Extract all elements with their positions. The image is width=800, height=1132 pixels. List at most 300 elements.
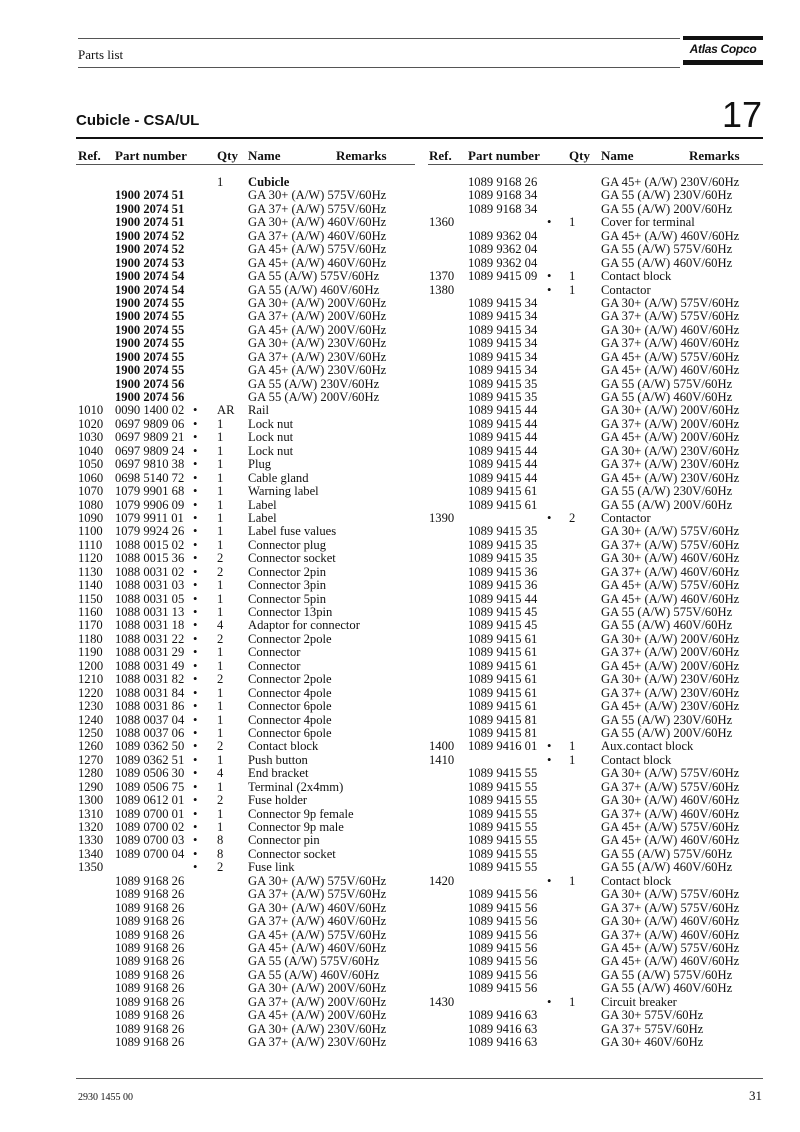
parts-row	[429, 700, 763, 713]
part-number-cell: 1089 9416 01	[468, 739, 538, 754]
parts-row	[429, 915, 763, 928]
ref-cell: 1070	[78, 484, 104, 499]
name-cell: GA 37+ (A/W) 200V/60Hz	[248, 994, 387, 1009]
name-cell: GA 45+ (A/W) 200V/60Hz	[248, 322, 387, 337]
parts-row	[78, 687, 418, 700]
name-cell: GA 37+ (A/W) 230V/60Hz	[601, 685, 740, 700]
parts-row	[429, 230, 763, 243]
qty-cell: 1	[569, 215, 576, 230]
parts-row	[429, 821, 763, 834]
name-cell: GA 55 (A/W) 460V/60Hz	[601, 255, 733, 270]
parts-row	[429, 297, 763, 310]
name-cell: Connector	[248, 645, 301, 660]
parts-row	[429, 337, 763, 350]
parts-row	[429, 445, 763, 458]
section-number: 17	[721, 94, 762, 135]
qty-cell: 4	[217, 766, 224, 781]
qty-cell: 1	[569, 752, 576, 767]
name-cell: GA 55 (A/W) 230V/60Hz	[601, 712, 733, 727]
part-number-cell: 1089 9415 34	[468, 363, 538, 378]
qty-cell: 2	[217, 793, 224, 808]
parts-row	[429, 485, 763, 498]
part-number-cell: 0698 5140 72	[115, 470, 185, 485]
ref-cell: 1400	[429, 739, 455, 754]
bullet-mark: •	[193, 645, 198, 660]
bullet-mark: •	[193, 524, 198, 539]
part-number-cell: 1089 9415 56	[468, 927, 538, 942]
part-number-cell: 1089 0362 51	[115, 752, 185, 767]
bullet-mark: •	[193, 631, 198, 646]
parts-row	[78, 673, 418, 686]
name-cell: Label fuse values	[248, 524, 337, 539]
col-header-name-right: Name	[601, 148, 634, 163]
parts-row	[429, 270, 763, 283]
name-cell: GA 55 (A/W) 575V/60Hz	[248, 954, 380, 969]
part-number-cell: 1089 9415 44	[468, 403, 538, 418]
parts-row	[78, 270, 418, 283]
qty-cell: 2	[217, 672, 224, 687]
ref-cell: 1010	[78, 403, 104, 418]
name-cell: GA 30+ (A/W) 575V/60Hz	[248, 188, 387, 203]
part-number-cell: 1089 9415 56	[468, 967, 538, 982]
part-number-cell: 1089 9168 26	[115, 1035, 185, 1049]
name-cell: GA 30+ (A/W) 460V/60Hz	[601, 914, 740, 929]
part-number-cell: 1089 9168 26	[115, 967, 185, 982]
part-number-cell: 1089 9415 44	[468, 430, 538, 445]
parts-row	[429, 176, 763, 189]
part-number-cell: 1089 0700 02	[115, 820, 185, 834]
part-number-cell: 1089 9415 55	[468, 860, 538, 875]
bullet-mark: •	[547, 282, 552, 297]
ref-cell: 1030	[78, 430, 104, 445]
name-cell: Connector 6pole	[248, 699, 332, 714]
ref-cell: 1080	[78, 497, 104, 512]
parts-row	[429, 606, 763, 619]
part-number-cell: 1088 0037 04	[115, 712, 185, 727]
parts-row	[429, 646, 763, 659]
name-cell: Label	[248, 497, 277, 512]
parts-row	[78, 378, 418, 391]
name-cell: GA 45+ (A/W) 575V/60Hz	[248, 927, 387, 942]
bullet-mark: •	[193, 672, 198, 687]
part-number-cell: 1088 0031 49	[115, 658, 185, 673]
qty-cell: 1	[217, 443, 224, 458]
name-cell: Lock nut	[248, 443, 294, 458]
ref-cell: 1160	[78, 605, 103, 619]
parts-row	[429, 418, 763, 431]
parts-row	[429, 324, 763, 337]
qty-cell: 1	[217, 175, 224, 189]
qty-cell: 1	[217, 537, 224, 552]
name-cell: GA 30+ (A/W) 230V/60Hz	[601, 672, 740, 687]
name-cell: Connector plug	[248, 537, 326, 552]
part-number-cell: 1089 9415 61	[468, 497, 538, 512]
part-number-cell: 1900 2074 53	[115, 255, 185, 270]
ref-cell: 1260	[78, 739, 104, 754]
parts-row	[78, 445, 418, 458]
ref-cell: 1330	[78, 833, 104, 848]
qty-cell: 1	[217, 457, 224, 472]
parts-row	[429, 929, 763, 942]
parts-row	[429, 754, 763, 767]
bullet-mark: •	[193, 806, 198, 821]
page-number: 31	[749, 1088, 762, 1103]
parts-row	[78, 996, 418, 1009]
qty-cell: 8	[217, 833, 224, 848]
name-cell: Contact block	[601, 752, 672, 767]
parts-row	[429, 566, 763, 579]
part-number-cell: 1089 9415 34	[468, 322, 538, 337]
bullet-mark: •	[193, 725, 198, 740]
qty-cell: 1	[217, 820, 224, 834]
part-number-cell: 1088 0031 86	[115, 699, 185, 714]
bullet-mark: •	[193, 846, 198, 861]
parts-row	[78, 593, 418, 606]
parts-row	[78, 351, 418, 364]
name-cell: Plug	[248, 457, 272, 472]
part-number-cell: 1900 2074 52	[115, 242, 185, 257]
parts-row	[429, 579, 763, 592]
name-cell: Connector 6pole	[248, 725, 332, 740]
parts-row	[78, 888, 418, 901]
part-number-cell: 1089 9168 26	[115, 873, 185, 888]
bullet-mark: •	[193, 766, 198, 781]
part-number-cell: 1088 0031 13	[115, 605, 185, 619]
parts-row	[429, 969, 763, 982]
ref-cell: 1270	[78, 752, 104, 767]
name-cell: GA 55 (A/W) 575V/60Hz	[248, 269, 380, 284]
bullet-mark: •	[193, 699, 198, 714]
qty-cell: 1	[569, 739, 576, 754]
qty-cell: 2	[217, 551, 224, 566]
ref-cell: 1200	[78, 658, 104, 673]
name-cell: Connector 2pole	[248, 631, 332, 646]
name-cell: GA 30+ (A/W) 460V/60Hz	[601, 551, 740, 566]
part-number-cell: 1089 0506 75	[115, 779, 185, 794]
parts-row	[78, 485, 418, 498]
part-number-cell: 1089 9415 55	[468, 766, 538, 781]
parts-row	[429, 848, 763, 861]
part-number-cell: 1089 9168 26	[115, 981, 185, 996]
qty-cell: AR	[217, 403, 235, 418]
name-cell: GA 37+ (A/W) 460V/60Hz	[248, 228, 387, 243]
name-cell: GA 37+ (A/W) 200V/60Hz	[601, 645, 740, 660]
qty-cell: 1	[217, 497, 224, 512]
name-cell: GA 55 (A/W) 200V/60Hz	[248, 390, 380, 404]
qty-cell: 1	[217, 605, 224, 619]
name-cell: GA 55 (A/W) 230V/60Hz	[601, 484, 733, 499]
part-number-cell: 1089 9415 35	[468, 376, 538, 391]
parts-row	[78, 431, 418, 444]
part-number-cell: 1089 9415 35	[468, 524, 538, 539]
name-cell: GA 55 (A/W) 230V/60Hz	[248, 376, 380, 391]
part-number-cell: 1089 9415 34	[468, 336, 538, 351]
parts-row	[429, 1023, 763, 1036]
ref-cell: 1110	[78, 537, 103, 552]
ref-cell: 1380	[429, 282, 455, 297]
name-cell: GA 55 (A/W) 200V/60Hz	[601, 497, 733, 512]
part-number-cell: 1089 9168 26	[468, 175, 538, 189]
parts-row	[429, 1036, 763, 1049]
parts-row	[78, 230, 418, 243]
qty-cell: 8	[217, 846, 224, 861]
parts-row	[78, 284, 418, 297]
bullet-mark: •	[547, 215, 552, 230]
name-cell: GA 55 (A/W) 460V/60Hz	[601, 390, 733, 404]
name-cell: Circuit breaker	[601, 994, 677, 1009]
parts-row	[429, 673, 763, 686]
parts-row	[78, 337, 418, 350]
part-number-cell: 1089 0700 04	[115, 846, 185, 861]
parts-row	[429, 660, 763, 673]
name-cell: GA 30+ (A/W) 460V/60Hz	[601, 322, 740, 337]
bullet-mark: •	[193, 779, 198, 794]
col-header-qty-right: Qty	[569, 148, 590, 163]
qty-cell: 1	[217, 430, 224, 445]
name-cell: Contact block	[601, 269, 672, 284]
part-number-cell: 1089 9415 61	[468, 672, 538, 687]
name-cell: GA 45+ (A/W) 575V/60Hz	[601, 940, 740, 955]
part-number-cell: 1089 9415 36	[468, 564, 538, 579]
part-number-cell: 1089 9415 55	[468, 806, 538, 821]
part-number-cell: 1089 9415 55	[468, 846, 538, 861]
ref-cell: 1170	[78, 618, 103, 633]
part-number-cell: 1900 2074 51	[115, 215, 185, 230]
name-cell: GA 30+ (A/W) 200V/60Hz	[601, 403, 740, 418]
part-number-cell: 1089 0700 03	[115, 833, 185, 848]
name-cell: Contactor	[601, 282, 651, 297]
parts-row	[429, 767, 763, 780]
part-number-cell: 1089 0612 01	[115, 793, 185, 808]
brand-logo	[683, 36, 763, 66]
col-header-rule-left	[76, 164, 415, 165]
name-cell: GA 45+ (A/W) 460V/60Hz	[601, 833, 740, 848]
parts-list-left	[78, 176, 418, 1049]
qty-cell: 4	[217, 618, 224, 633]
parts-row	[78, 512, 418, 525]
name-cell: GA 37+ (A/W) 575V/60Hz	[601, 900, 740, 915]
name-cell: Connector 13pin	[248, 605, 333, 619]
name-cell: GA 30+ (A/W) 460V/60Hz	[601, 793, 740, 808]
name-cell: GA 30+ (A/W) 200V/60Hz	[248, 295, 387, 310]
name-cell: Lock nut	[248, 430, 294, 445]
ref-cell: 1350	[78, 860, 104, 875]
parts-row	[429, 458, 763, 471]
name-cell: GA 55 (A/W) 200V/60Hz	[601, 201, 733, 216]
ref-cell: 1220	[78, 685, 104, 700]
ref-cell: 1130	[78, 564, 103, 579]
name-cell: GA 55 (A/W) 460V/60Hz	[601, 981, 733, 996]
name-cell: GA 37+ (A/W) 200V/60Hz	[248, 309, 387, 324]
name-cell: GA 37+ (A/W) 460V/60Hz	[601, 336, 740, 351]
part-number-cell: 1089 9416 63	[468, 1021, 538, 1036]
parts-row	[78, 875, 418, 888]
name-cell: GA 55 (A/W) 575V/60Hz	[601, 605, 733, 619]
col-header-part: Part number	[115, 148, 187, 163]
parts-row	[429, 593, 763, 606]
part-number-cell: 1079 9924 26	[115, 524, 185, 539]
parts-row	[429, 902, 763, 915]
qty-cell: 1	[217, 752, 224, 767]
ref-cell: 1020	[78, 416, 104, 431]
part-number-cell: 1089 9415 55	[468, 833, 538, 848]
name-cell: GA 45+ (A/W) 460V/60Hz	[601, 228, 740, 243]
parts-row	[78, 1009, 418, 1022]
part-number-cell: 0697 9809 24	[115, 443, 185, 458]
name-cell: Fuse link	[248, 860, 295, 875]
part-number-cell: 1089 9362 04	[468, 255, 538, 270]
part-number-cell: 1089 9415 44	[468, 416, 538, 431]
part-number-cell: 1089 9415 34	[468, 295, 538, 310]
part-number-cell: 0697 9810 38	[115, 457, 185, 472]
name-cell: GA 37+ (A/W) 575V/60Hz	[248, 201, 387, 216]
ref-cell: 1360	[429, 215, 455, 230]
parts-row	[78, 646, 418, 659]
col-header-remarks-right: Remarks	[689, 148, 740, 163]
col-header-qty: Qty	[217, 148, 238, 163]
part-number-cell: 1089 9415 44	[468, 470, 538, 485]
name-cell: Connector 2pin	[248, 564, 326, 579]
parts-row	[78, 700, 418, 713]
name-cell: GA 30+ (A/W) 575V/60Hz	[601, 887, 740, 902]
parts-row	[78, 566, 418, 579]
name-cell: GA 37+ (A/W) 230V/60Hz	[248, 1035, 387, 1049]
ref-cell: 1210	[78, 672, 104, 687]
part-number-cell: 1900 2074 55	[115, 295, 185, 310]
part-number-cell: 1089 9416 63	[468, 1008, 538, 1023]
ref-cell: 1390	[429, 510, 455, 525]
bullet-mark: •	[193, 591, 198, 606]
ref-cell: 1150	[78, 591, 103, 606]
part-number-cell: 1079 9906 09	[115, 497, 185, 512]
bullet-mark: •	[193, 712, 198, 727]
name-cell: GA 55 (A/W) 460V/60Hz	[248, 282, 380, 297]
bullet-mark: •	[547, 510, 552, 525]
name-cell: GA 30+ (A/W) 575V/60Hz	[601, 295, 740, 310]
name-cell: GA 37+ (A/W) 230V/60Hz	[248, 349, 387, 364]
bullet-mark: •	[193, 833, 198, 848]
part-number-cell: 1089 9415 44	[468, 443, 538, 458]
name-cell: GA 55 (A/W) 575V/60Hz	[601, 967, 733, 982]
page-header-label: Parts list	[78, 47, 124, 62]
bullet-mark: •	[547, 269, 552, 284]
part-number-cell: 1089 9415 44	[468, 457, 538, 472]
bullet-mark: •	[193, 416, 198, 431]
parts-row	[429, 216, 763, 229]
ref-cell: 1190	[78, 645, 103, 660]
name-cell: GA 55 (A/W) 230V/60Hz	[601, 188, 733, 203]
part-number-cell: 1088 0031 05	[115, 591, 185, 606]
parts-row	[429, 203, 763, 216]
parts-row	[429, 727, 763, 740]
bullet-mark: •	[193, 658, 198, 673]
name-cell: Cable gland	[248, 470, 309, 485]
parts-row	[78, 176, 418, 189]
parts-row	[78, 767, 418, 780]
name-cell: Connector 4pole	[248, 685, 332, 700]
col-header-ref-right: Ref.	[429, 148, 452, 163]
part-number-cell: 1089 9415 44	[468, 591, 538, 606]
part-number-cell: 1089 9415 56	[468, 887, 538, 902]
parts-row	[78, 929, 418, 942]
col-header-name: Name	[248, 148, 281, 163]
name-cell: GA 55 (A/W) 460V/60Hz	[601, 618, 733, 633]
part-number-cell: 1900 2074 51	[115, 188, 185, 203]
qty-cell: 1	[217, 699, 224, 714]
bullet-mark: •	[193, 860, 198, 875]
name-cell: GA 45+ (A/W) 575V/60Hz	[248, 242, 387, 257]
part-number-cell: 1089 9415 61	[468, 658, 538, 673]
part-number-cell: 1089 9415 35	[468, 390, 538, 404]
parts-row	[429, 539, 763, 552]
parts-row	[78, 404, 418, 417]
title-rule	[76, 137, 763, 139]
name-cell: Connector socket	[248, 551, 336, 566]
qty-cell: 1	[217, 484, 224, 499]
ref-cell: 1090	[78, 510, 104, 525]
part-number-cell: 1089 9415 56	[468, 940, 538, 955]
ref-cell: 1050	[78, 457, 104, 472]
parts-list-right	[429, 176, 763, 1049]
col-header-remarks: Remarks	[336, 148, 387, 163]
name-cell: GA 45+ (A/W) 460V/60Hz	[248, 940, 387, 955]
parts-row	[429, 794, 763, 807]
qty-cell: 1	[217, 725, 224, 740]
header-top-rule	[78, 38, 680, 39]
parts-row	[429, 808, 763, 821]
part-number-cell: 1089 9415 61	[468, 631, 538, 646]
part-number-cell: 1089 9168 26	[115, 1008, 185, 1023]
part-number-cell: 1088 0037 06	[115, 725, 185, 740]
name-cell: GA 45+ (A/W) 230V/60Hz	[248, 363, 387, 378]
ref-cell: 1060	[78, 470, 104, 485]
parts-row	[78, 525, 418, 538]
qty-cell: 1	[217, 578, 224, 593]
header-bottom-rule	[78, 67, 680, 68]
parts-row	[78, 257, 418, 270]
parts-row	[78, 216, 418, 229]
parts-row	[78, 606, 418, 619]
part-number-cell: 1089 9415 45	[468, 605, 538, 619]
parts-row	[429, 982, 763, 995]
name-cell: GA 37+ (A/W) 230V/60Hz	[601, 457, 740, 472]
bullet-mark: •	[193, 430, 198, 445]
document-number: 2930 1455 00	[78, 1092, 133, 1103]
parts-row	[429, 888, 763, 901]
parts-row	[78, 808, 418, 821]
parts-row	[429, 243, 763, 256]
col-header-ref: Ref.	[78, 148, 101, 163]
parts-row	[78, 714, 418, 727]
part-number-cell: 1089 9416 63	[468, 1035, 538, 1049]
parts-row	[78, 982, 418, 995]
part-number-cell: 1089 9415 81	[468, 712, 538, 727]
parts-row	[429, 257, 763, 270]
name-cell: Cubicle	[248, 175, 290, 189]
part-number-cell: 1089 9415 55	[468, 820, 538, 834]
name-cell: Contactor	[601, 510, 651, 525]
part-number-cell: 1089 9415 34	[468, 309, 538, 324]
ref-cell: 1300	[78, 793, 104, 808]
part-number-cell: 1088 0031 18	[115, 618, 185, 633]
parts-row	[429, 189, 763, 202]
part-number-cell: 1079 9901 68	[115, 484, 185, 499]
parts-row	[78, 902, 418, 915]
name-cell: Contact block	[601, 873, 672, 888]
name-cell: GA 45+ (A/W) 460V/60Hz	[601, 363, 740, 378]
parts-row	[429, 512, 763, 525]
parts-row	[78, 418, 418, 431]
